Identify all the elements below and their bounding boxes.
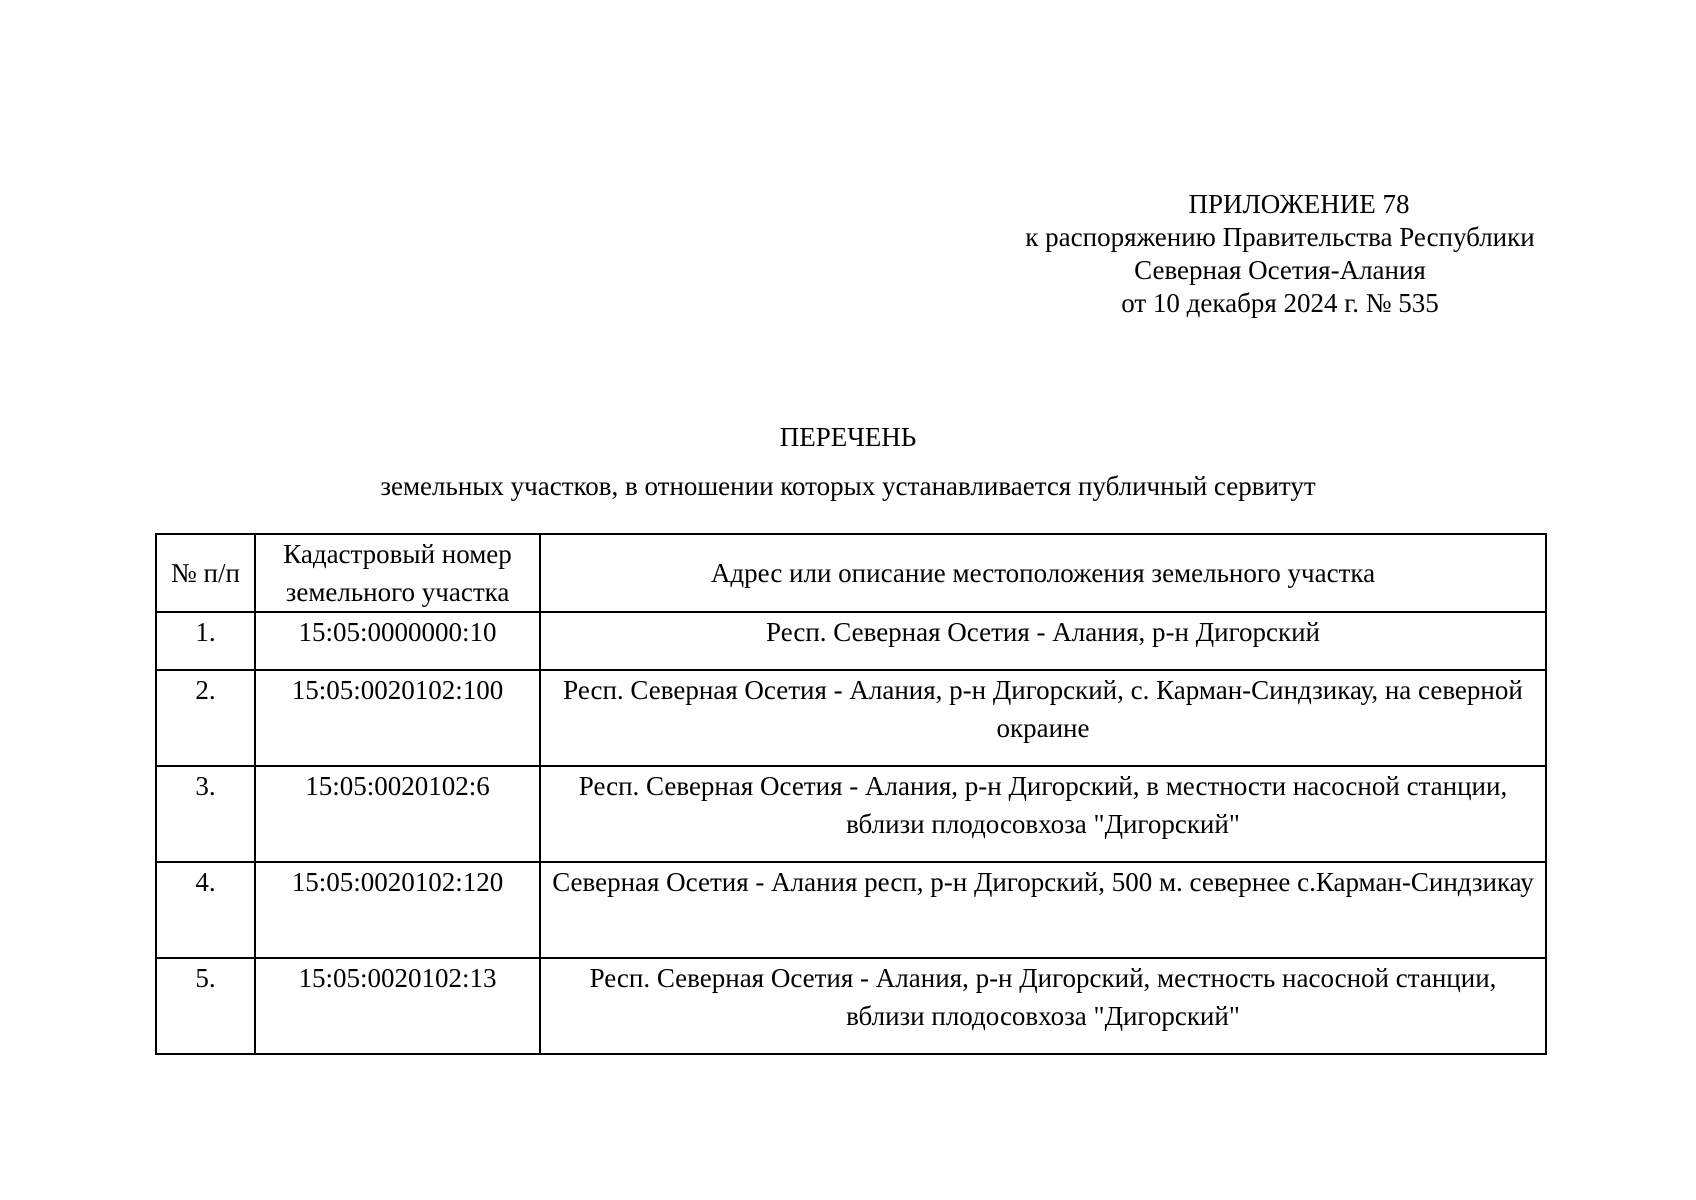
document-title: ПЕРЕЧЕНЬ — [779, 422, 917, 452]
appendix-number: ПРИЛОЖЕНИЕ 78 — [1188, 189, 1410, 219]
row-address: Северная Осетия - Алания респ, р-н Дигорский, 500 м. севернее с.Карман-Синдзикау — [540, 862, 1546, 958]
row-num: 4. — [156, 862, 255, 958]
row-address: Респ. Северная Осетия - Алания, р-н Дигорский, с. Карман-Синдзикау, на северной окраине — [540, 670, 1546, 766]
header-num: № п/п — [156, 534, 255, 612]
table-row — [156, 862, 1546, 958]
document-subtitle: земельных участков, в отношении которых устанавливается публичный сервитут — [380, 471, 1316, 501]
header-cadastral: Кадастровый номер земельного участка — [255, 534, 540, 612]
row-cadastral: 15:05:0020102:13 — [255, 958, 540, 1054]
appendix-region: Северная Осетия-Алания — [1134, 255, 1426, 285]
row-address: Респ. Северная Осетия - Алания, р-н Дигорский — [540, 612, 1546, 670]
row-cadastral: 15:05:0020102:6 — [255, 766, 540, 862]
appendix-header — [980, 188, 1580, 320]
land-plots-table — [155, 533, 1547, 1055]
row-num: 5. — [156, 958, 255, 1054]
row-num: 2. — [156, 670, 255, 766]
appendix-date: от 10 декабря 2024 г. № 535 — [1121, 288, 1439, 318]
appendix-order-ref: к распоряжению Правительства Республики — [1025, 222, 1535, 252]
row-cadastral: 15:05:0000000:10 — [255, 612, 540, 670]
table-header-row — [156, 534, 1546, 612]
row-cadastral: 15:05:0020102:120 — [255, 862, 540, 958]
row-address: Респ. Северная Осетия - Алания, р-н Дигорский, в местности насосной станции, вблизи плодосовхоза "Дигорский" — [540, 766, 1546, 862]
header-address: Адрес или описание местоположения земельного участка — [540, 534, 1546, 612]
table-row — [156, 612, 1546, 670]
table-row — [156, 670, 1546, 766]
row-num: 3. — [156, 766, 255, 862]
row-cadastral: 15:05:0020102:100 — [255, 670, 540, 766]
row-num: 1. — [156, 612, 255, 670]
table-row — [156, 766, 1546, 862]
row-address: Респ. Северная Осетия - Алания, р-н Дигорский, местность насосной станции, вблизи плодосовхоза "Дигорский" — [540, 958, 1546, 1054]
table-row — [156, 958, 1546, 1054]
